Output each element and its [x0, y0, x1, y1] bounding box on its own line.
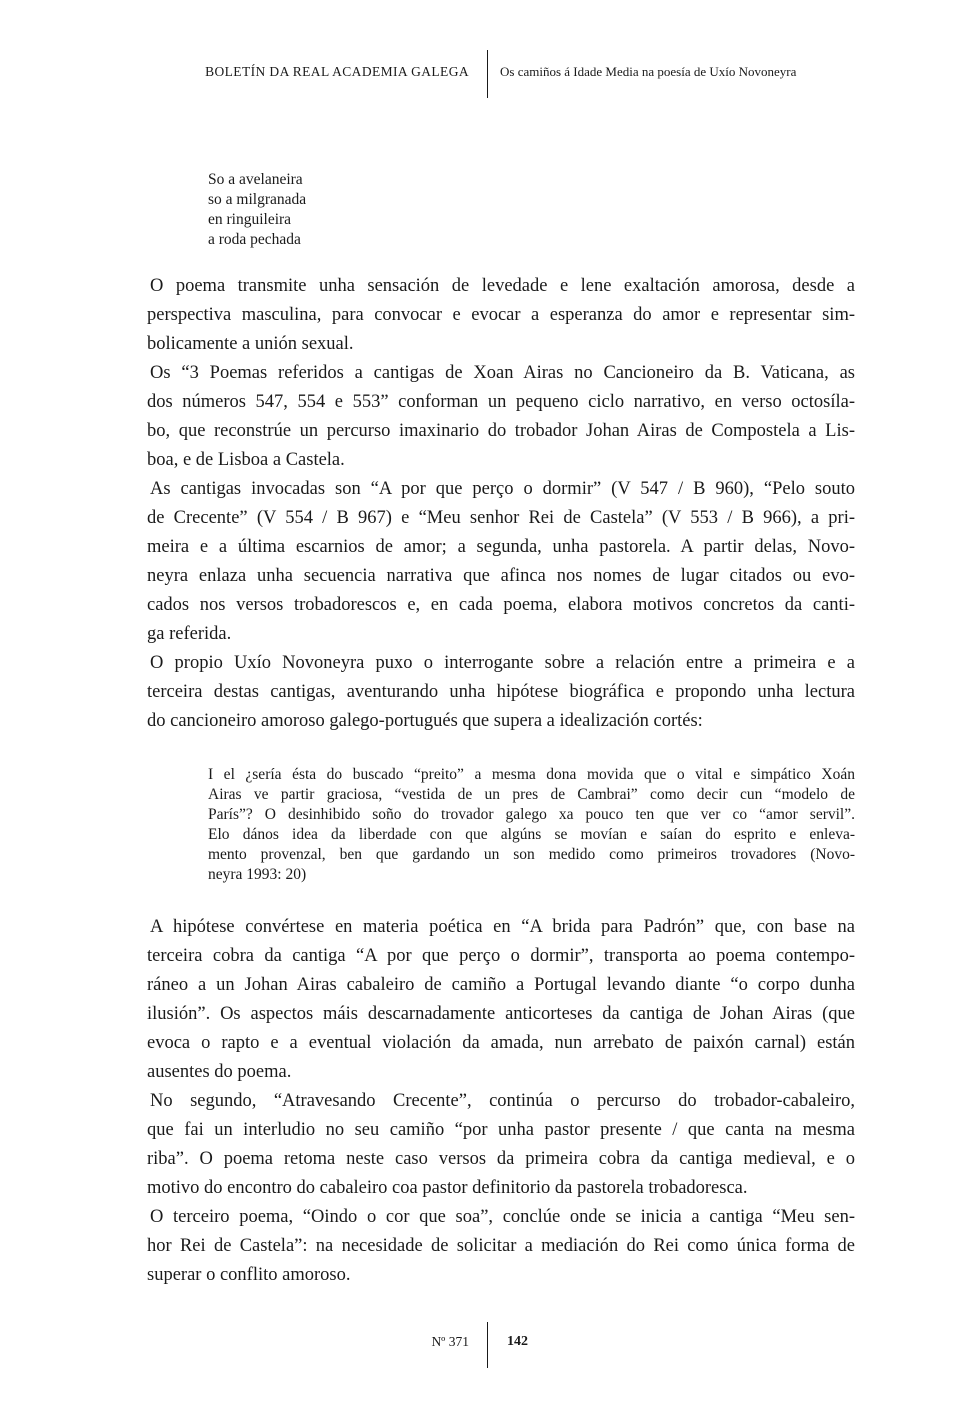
- footer-divider: [487, 1322, 488, 1368]
- poem-line: a roda pechada: [208, 231, 301, 248]
- text-line: ausentes do poema.: [147, 1062, 292, 1082]
- block-quote: [208, 765, 855, 885]
- text-line: de Crecente” (V 554 / B 967) e “Meu senhor Rei de Castela” (V 553 / B 966), a pri-: [147, 508, 855, 528]
- text-line: terceira destas cantigas, aventurando unha hipótese biográfica e propondo unha lectura: [147, 682, 855, 702]
- quote-line: París”? O desinhibido soño do trovador galego xa pouco ten que ver co “amor servil”.: [208, 806, 855, 823]
- quote-line: neyra 1993: 20): [208, 866, 307, 883]
- quote-line: mento provenzal, ben que gardando un son medido como primeiros trovadores (Novo-: [208, 846, 855, 863]
- page-number: 142: [507, 1334, 528, 1349]
- issue-number: Nº 371: [431, 1334, 469, 1349]
- text-line: meira e a última escarnios de amor; a segunda, unha pastorela. A partir delas, Novo-: [147, 537, 855, 557]
- text-line: riba”. O poema retoma neste caso versos da primeira cobra da cantiga medieval, e o: [147, 1149, 855, 1169]
- paragraph-4: [147, 649, 855, 736]
- paragraph-3: [147, 475, 855, 649]
- poem-line: So a avelaneira: [208, 171, 303, 188]
- journal-title: BOLETÍN DA REAL ACADEMIA GALEGA: [205, 64, 469, 79]
- article-title: Os camiños á Idade Media na poesía de Uxío Novoneyra: [500, 64, 797, 79]
- text-line: cados nos versos trobadorescos e, en cada poema, elabora motivos concretos da canti-: [147, 595, 855, 615]
- text-line: ilusión”. Os aspectos máis descarnadamente anticorteses da cantiga de Johan Airas (que: [147, 1004, 855, 1024]
- text-line: ráneo a un Johan Airas cabaleiro de camiño a Portugal levando diante “o corpo dunha: [147, 975, 855, 995]
- text-line: bo, que reconstrúe un percurso imaxinario do trobador Johan Airas de Compostela a Lis-: [147, 421, 855, 441]
- text-line: superar o conflito amoroso.: [147, 1265, 351, 1285]
- quote-line: I el ¿sería ésta do buscado “preito” a mesma dona movida que o vital e simpático Xoán: [208, 766, 855, 783]
- poem-line: so a milgranada: [208, 191, 307, 208]
- text-line: motivo do encontro do cabaleiro coa pastor definitorio da pastorela trobadoresca.: [147, 1178, 748, 1198]
- body-text-before-quote-lines: [147, 272, 855, 736]
- text-line: evoca o rapto e a eventual violación da amada, nun arrebato de paixón carnal) están: [147, 1033, 855, 1053]
- paragraph-2: [147, 359, 855, 475]
- text-line: perspectiva masculina, para convocar e evocar a esperanza do amor e representar sim-: [147, 305, 855, 325]
- paragraph-5: [147, 913, 855, 1087]
- text-line: que fai un interludio no seu camiño “por unha pastor presente / que canta na mesma: [147, 1120, 855, 1140]
- page-header: [0, 50, 975, 100]
- body-text-after-quote: [147, 913, 855, 1290]
- text-line: ga referida.: [147, 624, 232, 644]
- text-line: dos números 547, 554 e 553” conforman un pequeno ciclo narrativo, en verso octosíla-: [147, 392, 855, 412]
- paragraph-1: [147, 272, 855, 359]
- paragraph-7: [147, 1203, 855, 1290]
- text-line: Os “3 Poemas referidos a cantigas de Xoan Airas no Cancioneiro da B. Vaticana, as: [150, 363, 855, 383]
- poem-excerpt: [208, 170, 306, 250]
- text-line: O propio Uxío Novoneyra puxo o interrogante sobre a relación entre a primeira e a: [150, 653, 855, 673]
- text-line: hor Rei de Castela”: na necesidade de solicitar a mediación do Rei como única forma de: [147, 1236, 855, 1256]
- paragraph-6: [147, 1087, 855, 1203]
- quote-line: Elo dános idea da liberdade con que algúns se movían e saían do esprito e enleva-: [208, 826, 855, 843]
- page-footer: [0, 1322, 975, 1370]
- text-line: O terceiro poema, “Oindo o cor que soa”, conclúe onde se inicia a cantiga “Meu sen-: [150, 1207, 855, 1227]
- text-line: No segundo, “Atravesando Crecente”, continúa o percurso do trobador-cabaleiro,: [150, 1091, 855, 1111]
- header-divider: [487, 50, 488, 98]
- text-line: bolicamente a unión sexual.: [147, 334, 354, 354]
- quote-line: Airas ve partir graciosa, “vestida de un pres de Cambrai” como decir cun “modelo de: [208, 786, 855, 803]
- text-line: O poema transmite unha sensación de levedade e lene exaltación amorosa, desde a: [150, 276, 855, 296]
- poem-line: en ringuileira: [208, 211, 292, 228]
- text-line: boa, e de Lisboa a Castela.: [147, 450, 345, 470]
- text-line: terceira cobra da cantiga “A por que perço o dormir”, transporta ao poema contempo-: [147, 946, 855, 966]
- text-line: A hipótese convértese en materia poética en “A brida para Padrón” que, con base na: [150, 917, 855, 937]
- text-line: neyra enlaza unha secuencia narrativa que afinca nos nomes de lugar citados ou evo-: [147, 566, 855, 586]
- text-line: As cantigas invocadas son “A por que perço o dormir” (V 547 / B 960), “Pelo souto: [150, 479, 855, 499]
- text-line: do cancioneiro amoroso galego-portugués que supera a idealización cortés:: [147, 711, 703, 731]
